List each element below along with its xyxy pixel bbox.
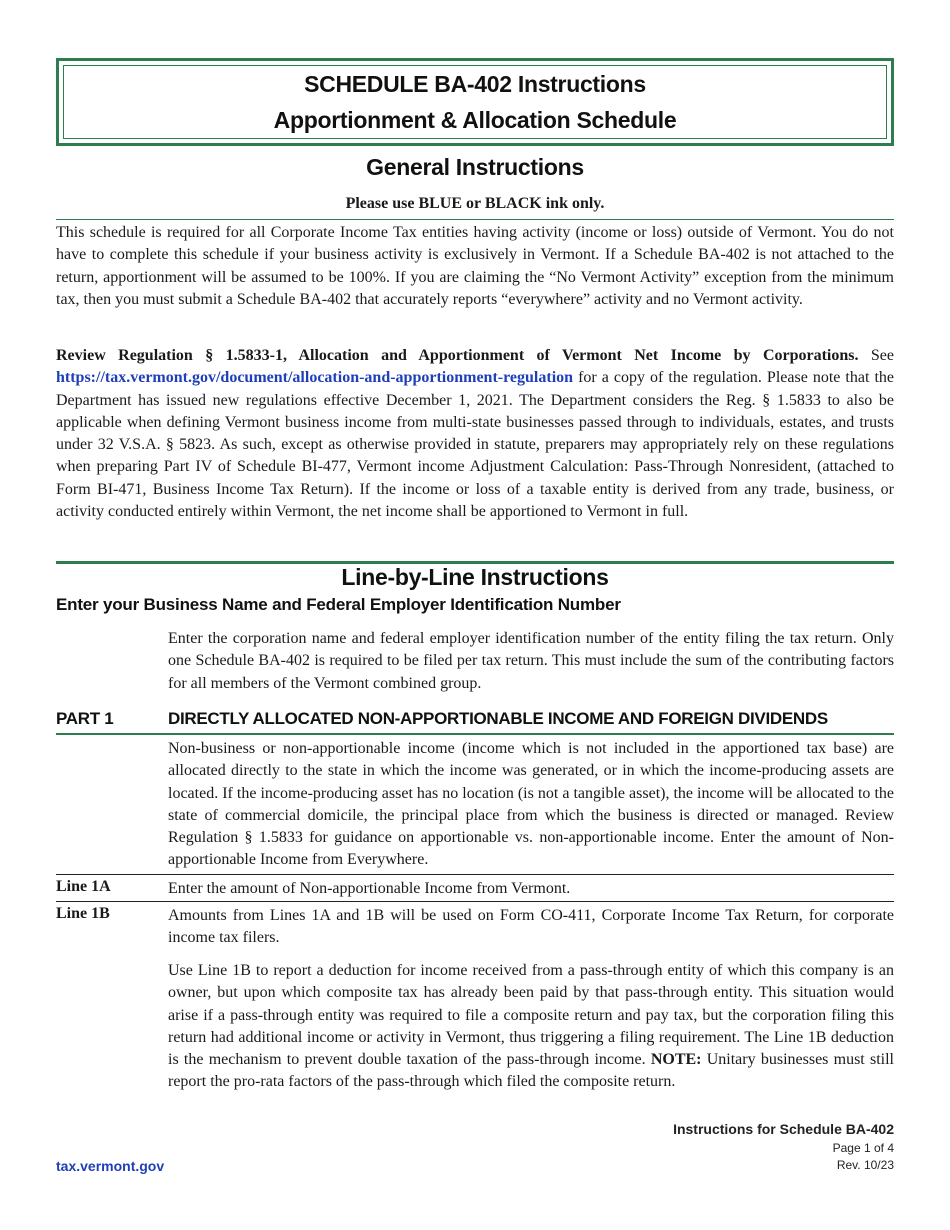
part1-divider <box>56 733 894 735</box>
regulation-link[interactable]: https://tax.vermont.gov/document/allocation-and-apportionment-regulation <box>56 369 574 387</box>
note-label: NOTE: <box>650 1051 702 1069</box>
general-paragraph-1: This schedule is required for all Corporate Income Tax entities having activity (income or loss) outside of Vermont. You do not have to complete this schedule if your business activity is exclusively in Vermont. If a Schedule BA-402 is not attached to the return, apportionment will be assumed to be 100%. If you are claiming the “No Vermont Activity” exception from the minimum tax, then you must submit a Schedule BA-402 that accurately reports “everywhere” activity and no Vermont activity. <box>56 224 894 308</box>
regulation-reference: Review Regulation § 1.5833-1, Allocation and Apportionment of Vermont Net Income by Corporations. <box>56 347 859 364</box>
line-1b-paragraph <box>168 960 894 1094</box>
document-subtitle: Apportionment & Allocation Schedule <box>273 107 677 133</box>
business-name-subheading: Enter your Business Name and Federal Employer Identification Number <box>56 595 621 614</box>
general-instructions-heading: General Instructions <box>366 154 584 180</box>
line-1a-label: Line 1A <box>56 878 111 895</box>
line-by-line-heading: Line-by-Line Instructions <box>341 564 609 590</box>
part1-title: DIRECTLY ALLOCATED NON-APPORTIONABLE INCOME AND FOREIGN DIVIDENDS <box>168 709 828 728</box>
footer-website-link[interactable]: tax.vermont.gov <box>56 1158 165 1174</box>
line-1a-text: Enter the amount of Non-apportionable Income from Vermont. <box>168 880 571 897</box>
see-text: See <box>858 347 894 364</box>
line-1b-paragraph-text: Use Line 1B to report a deduction for income received from a pass-through entity of which this company is an owner, but upon which composite tax has already been paid by that pass-through entity. This situation would arise if a pass-through entity was required to file a composite return and pay tax, but the corporation filing this return had additional income or activity in Vermont, thus triggering a filing requirement. The Line 1B deduction is the mechanism to prevent double taxation of the pass-through income. <box>168 962 894 1069</box>
line-1b-text: Amounts from Lines 1A and 1B will be used on Form CO-411, Corporate Income Tax Return, for corporate income tax filers. <box>168 907 894 947</box>
note-text: Unitary businesses must still report the pro-rata factors of the pass-through which filed the composite return. <box>168 1051 895 1091</box>
ink-notice: Please use BLUE or BLACK ink only. <box>345 195 605 212</box>
general-paragraph-2 <box>56 345 894 523</box>
title-box <box>56 58 894 146</box>
part1-heading <box>56 709 894 729</box>
general-divider <box>56 219 894 220</box>
part1-number: PART 1 <box>56 709 114 728</box>
footer-page-number: Page 1 of 4 <box>832 1141 894 1155</box>
general-paragraph-2-rest: for a copy of the regulation. Please note that the Department has issued new regulations effective December 1, 2021. The Department considers the Reg. § 1.5833 to also be applicable when defining Vermont business income from multi-state businesses passed through to individuals, estates, and trusts under 32 V.S.A. § 5823. As such, except as otherwise provided in statute, preparers may appropriately rely on these regulations when preparing Part IV of Schedule BI-477, Vermont income Adjustment Calculation: Pass-Through Nonresident, (attached to Form BI-471, Business Income Tax Return). If the income or loss of a taxable entity is derived from any trade, business, or activity conducted entirely within Vermont, the net income shall be apportioned to Vermont in full. <box>56 369 894 521</box>
business-name-instructions: Enter the corporation name and federal employer identification number of the entity filing the tax return. Only one Schedule BA-402 is required to be filed per tax return. This must include the sum of the contributing factors for all members of the Vermont combined group. <box>168 630 894 692</box>
part1-intro: Non-business or non-apportionable income (income which is not included in the apportioned tax base) are allocated directly to the state in which the income was generated, or in which the income-producing assets are located. If the income-producing asset has no location (is not a tangible asset), the income will be allocated to the state of commercial domicile, the principal place from which the business is directed or managed. Review Regulation § 1.5833 for guidance on apportionable vs. non-apportionable income. Enter the amount of Non-apportionable Income from Everywhere. <box>168 740 894 869</box>
footer-revision: Rev. 10/23 <box>836 1158 894 1172</box>
line-1b-divider <box>56 901 894 902</box>
line-1b-label: Line 1B <box>56 905 110 922</box>
footer-document-title: Instructions for Schedule BA-402 <box>673 1121 894 1137</box>
line-1a-divider <box>56 874 894 875</box>
document-title: SCHEDULE BA-402 Instructions <box>304 71 646 97</box>
